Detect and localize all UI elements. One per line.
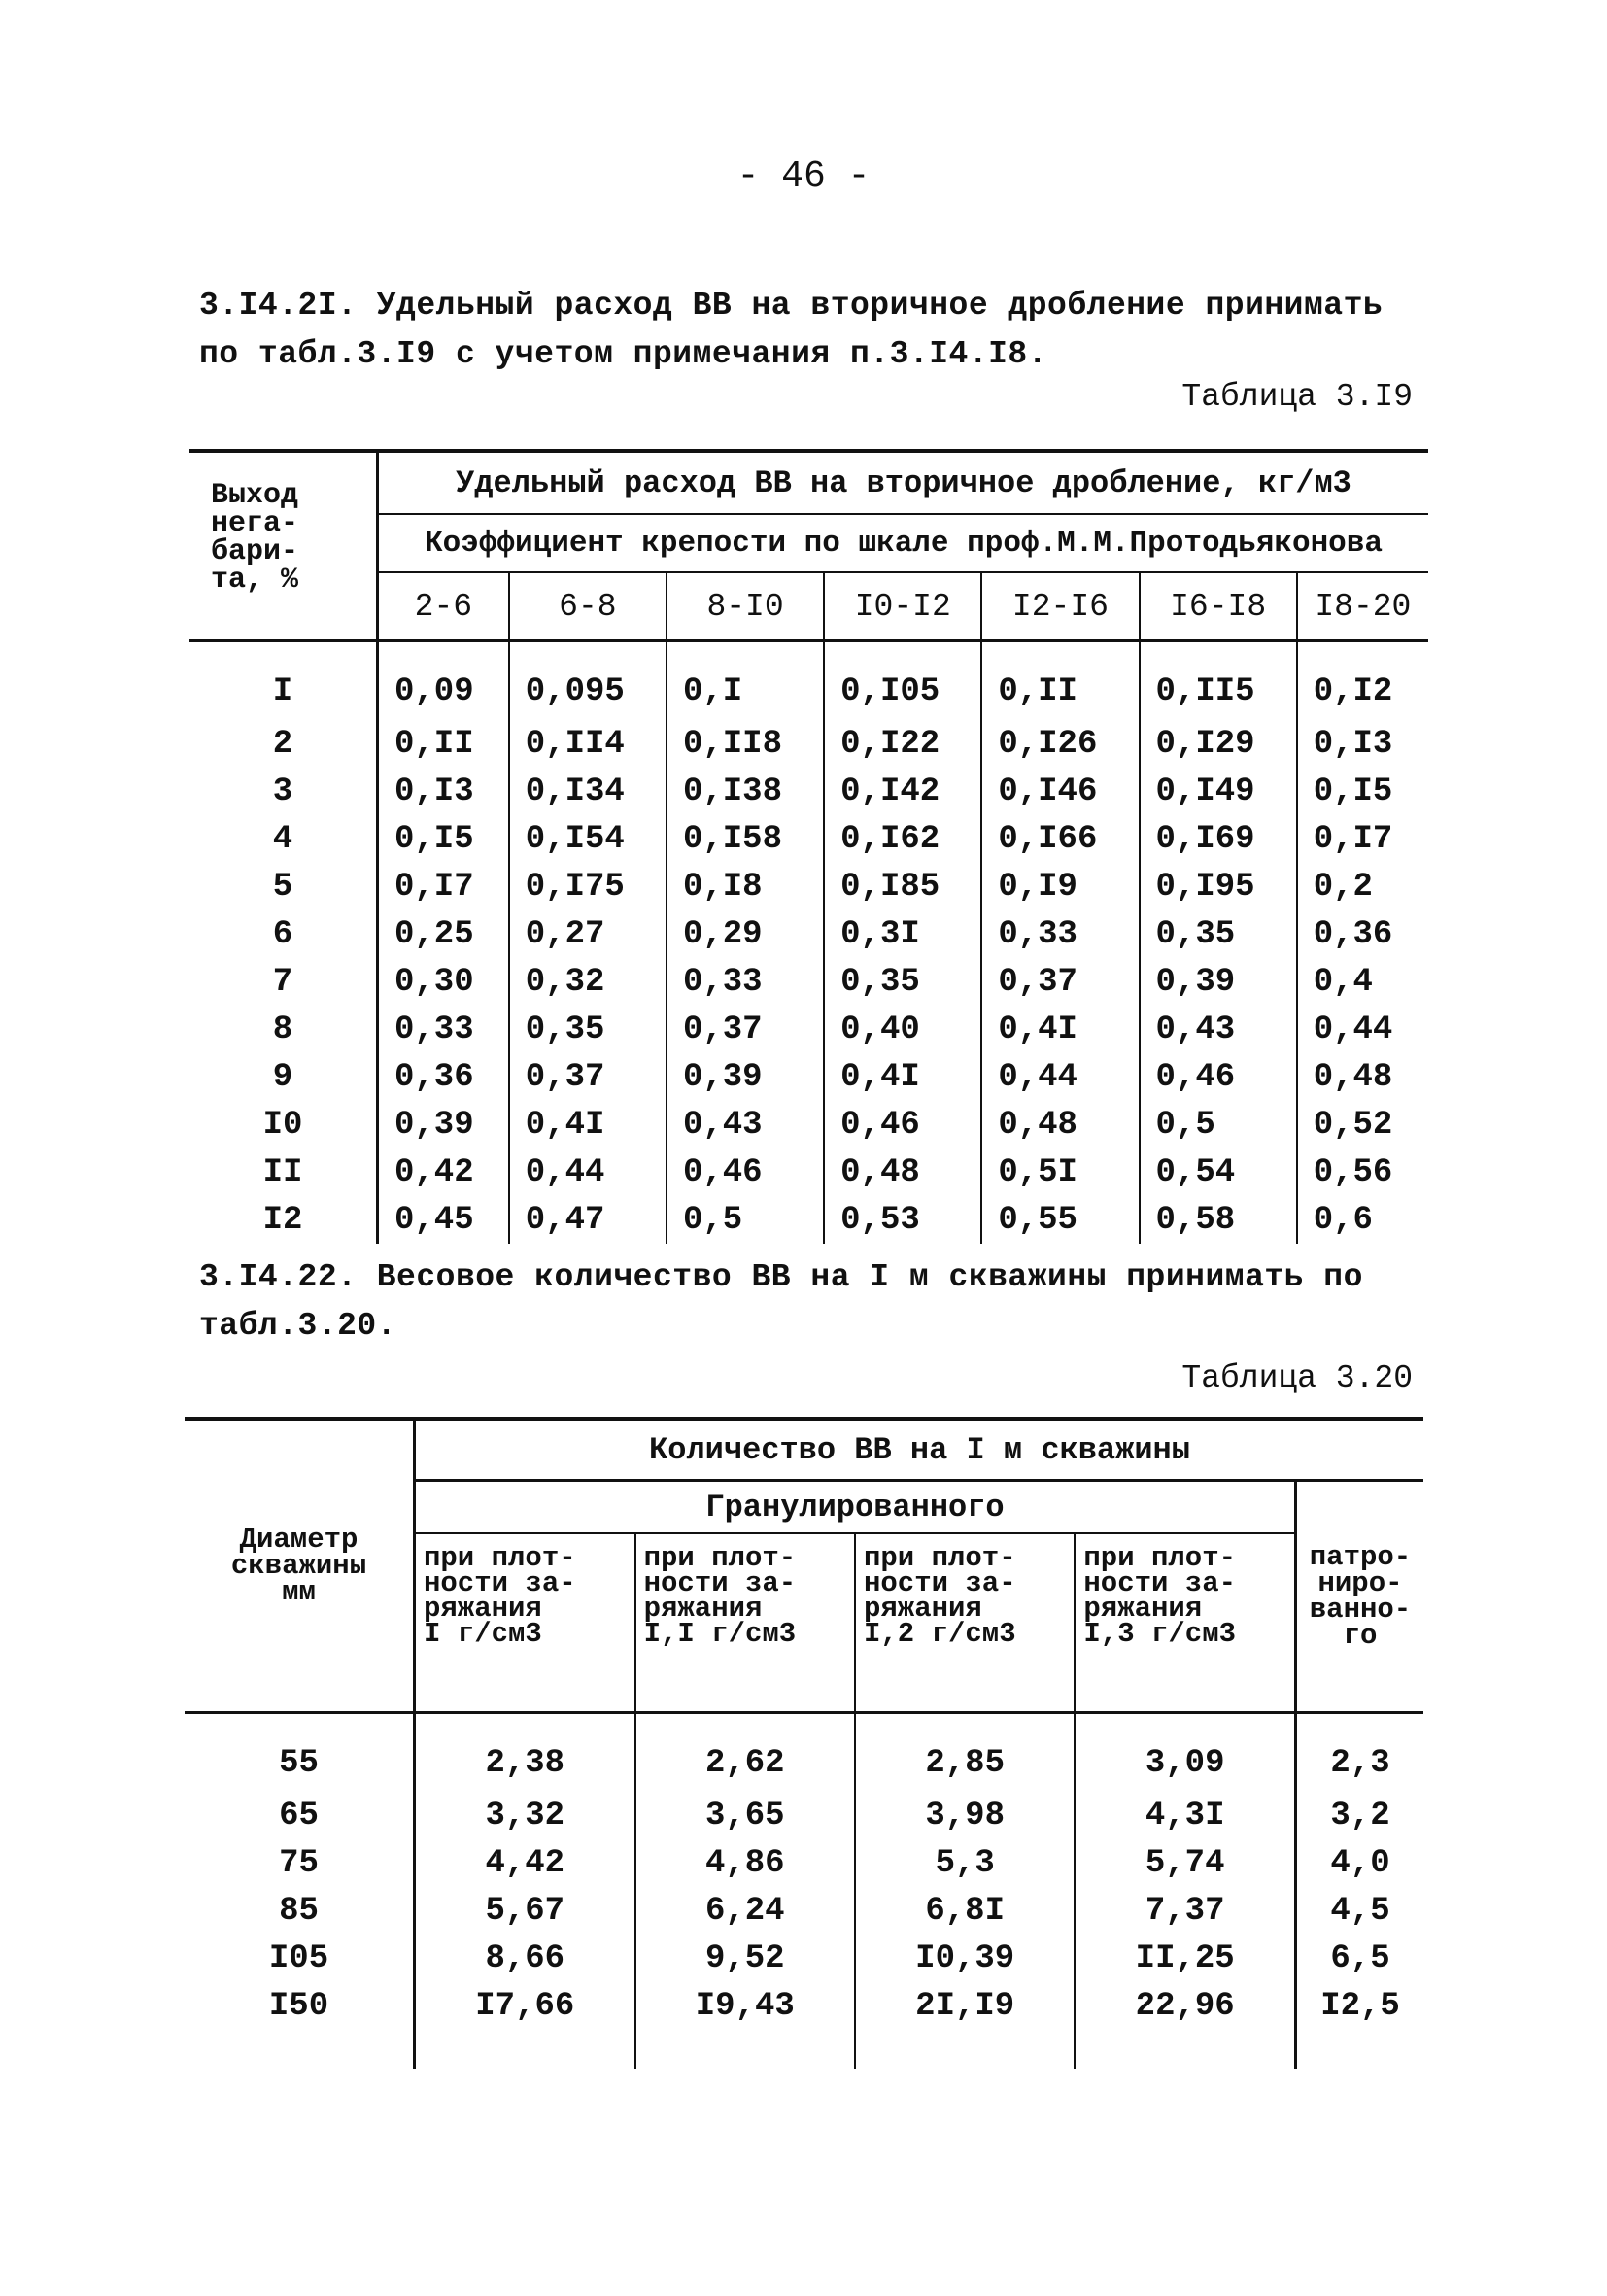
table-cell: 0,58 <box>1140 1196 1297 1244</box>
table-cell: 0,36 <box>378 1053 509 1101</box>
table-cell: 0,45 <box>378 1196 509 1244</box>
table-row-label: 9 <box>189 1053 378 1101</box>
table-cell: II,25 <box>1075 1935 1295 1982</box>
table-row <box>185 1839 1423 1887</box>
table-cell: 0,37 <box>667 1006 824 1053</box>
table-cell: 0,I7 <box>378 863 509 910</box>
table-row <box>189 815 1428 863</box>
table-cell: 22,96 <box>1075 1982 1295 2069</box>
table-cell: 0,I38 <box>667 768 824 815</box>
table-cell: 0,2 <box>1313 868 1373 906</box>
table-3-19-column-header: I8-20 <box>1297 572 1428 641</box>
table-cell: 2,3 <box>1330 1745 1390 1782</box>
table-cell: 0,4I <box>981 1006 1139 1053</box>
table-cell: 4,3I <box>1075 1792 1295 1839</box>
table-cell: 0,33 <box>981 910 1139 958</box>
table-row <box>185 1982 1423 2069</box>
table-cell: 0,46 <box>667 1148 824 1196</box>
table-row-label: 65 <box>185 1792 415 1839</box>
table-3-20-density-header: при плот- ности за- ряжания I,3 г/см3 <box>1075 1533 1295 1713</box>
table-row-label: I0 <box>189 1101 378 1148</box>
table-cell: 0,I5 <box>1313 772 1393 810</box>
table-cell: 6,5 <box>1330 1939 1390 1977</box>
table-cell: 0,55 <box>981 1196 1139 1244</box>
table-cell: 0,46 <box>824 1101 981 1148</box>
table-cell: 0,I3 <box>378 768 509 815</box>
table-3-20-granulated-header: Гранулированного <box>415 1481 1296 1534</box>
table-cell: 9,52 <box>635 1935 855 1982</box>
table-3-19-column-header: I6-I8 <box>1140 572 1297 641</box>
table-cell: 0,56 <box>1313 1153 1393 1191</box>
table-cell: 0,35 <box>824 958 981 1006</box>
table-cell: 0,5 <box>1140 1101 1297 1148</box>
table-cell: 0,48 <box>981 1101 1139 1148</box>
table-row <box>189 1148 1428 1196</box>
table-cell: 0,II8 <box>667 720 824 768</box>
table-3-19-caption: Таблица 3.I9 <box>1181 379 1413 415</box>
table-cell: 6,8I <box>855 1887 1075 1935</box>
table-row-label: 55 <box>185 1713 415 1793</box>
table-cell: 0,42 <box>378 1148 509 1196</box>
table-cell: 2I,I9 <box>855 1982 1075 2069</box>
table-cell: 3,65 <box>635 1792 855 1839</box>
table-row-label: I05 <box>185 1935 415 1982</box>
table-cell: 0,29 <box>667 910 824 958</box>
table-cell: 0,I8 <box>667 863 824 910</box>
table-3-19-column-header: I0-I2 <box>824 572 981 641</box>
table-row-label: 75 <box>185 1839 415 1887</box>
table-cell: 0,II4 <box>509 720 667 768</box>
table-cell: 0,35 <box>509 1006 667 1053</box>
table-cell: 0,4I <box>824 1053 981 1101</box>
table-row <box>189 1101 1428 1148</box>
table-3-20-caption: Таблица 3.20 <box>1181 1360 1413 1396</box>
table-cell: 0,I3 <box>1313 725 1393 763</box>
table-cell: 0,I29 <box>1140 720 1297 768</box>
table-row <box>185 1792 1423 1839</box>
table-cell: 0,48 <box>1313 1058 1393 1096</box>
table-row <box>189 863 1428 910</box>
table-cell: 0,4I <box>509 1101 667 1148</box>
table-cell: 0,44 <box>981 1053 1139 1101</box>
table-cell: 0,36 <box>1313 915 1393 953</box>
table-cell: 5,3 <box>855 1839 1075 1887</box>
table-cell: 0,09 <box>378 641 509 721</box>
table-row <box>189 720 1428 768</box>
table-cell: 0,6 <box>1313 1201 1373 1239</box>
table-row-label: 4 <box>189 815 378 863</box>
table-cell: 2,85 <box>855 1713 1075 1793</box>
table-cell: 0,44 <box>1313 1011 1393 1048</box>
table-cell: 0,II <box>378 720 509 768</box>
table-cell: 0,I7 <box>1313 820 1393 858</box>
table-3-20 <box>185 1417 1423 2069</box>
table-cell: 3,32 <box>415 1792 635 1839</box>
table-cell: 0,37 <box>509 1053 667 1101</box>
table-3-20-main-header: Количество ВВ на I м скважины <box>415 1419 1424 1481</box>
table-row-label: I <box>189 641 378 721</box>
table-cell: 0,53 <box>824 1196 981 1244</box>
table-cell: 4,5 <box>1330 1892 1390 1930</box>
table-cell: I2,5 <box>1320 1987 1400 2025</box>
table-cell: 4,42 <box>415 1839 635 1887</box>
table-cell: 0,I66 <box>981 815 1139 863</box>
table-row-label: 5 <box>189 863 378 910</box>
table-cell: 0,I69 <box>1140 815 1297 863</box>
table-cell: 0,I22 <box>824 720 981 768</box>
table-cell: 7,37 <box>1075 1887 1295 1935</box>
table-row-label: 2 <box>189 720 378 768</box>
table-cell: 0,II5 <box>1140 641 1297 721</box>
table-cell: 0,I34 <box>509 768 667 815</box>
table-cell: 0,I46 <box>981 768 1139 815</box>
table-cell: 0,48 <box>824 1148 981 1196</box>
table-cell: 8,66 <box>415 1935 635 1982</box>
table-3-19-column-header: 6-8 <box>509 572 667 641</box>
table-cell: 0,30 <box>378 958 509 1006</box>
table-cell: 0,I75 <box>509 863 667 910</box>
table-cell: 0,II <box>981 641 1139 721</box>
table-row <box>189 1006 1428 1053</box>
table-cell: 0,52 <box>1313 1106 1393 1144</box>
table-cell: 5,74 <box>1075 1839 1295 1887</box>
table-cell: 0,39 <box>667 1053 824 1101</box>
table-cell: 0,25 <box>378 910 509 958</box>
table-cell: 0,39 <box>1140 958 1297 1006</box>
table-cell: 2,62 <box>635 1713 855 1793</box>
table-cell: I0,39 <box>855 1935 1075 1982</box>
table-cell: 0,4 <box>1313 963 1373 1001</box>
table-cell: 3,09 <box>1075 1713 1295 1793</box>
table-cell: 0,I2 <box>1313 673 1393 710</box>
table-cell: 0,33 <box>378 1006 509 1053</box>
table-cell: 0,39 <box>378 1101 509 1148</box>
table-cell: 0,5 <box>667 1196 824 1244</box>
table-3-19-main-header: Удельный расход ВВ на вторичное дробление, кг/м3 <box>378 451 1429 514</box>
table-row <box>189 641 1428 721</box>
table-cell: 0,44 <box>509 1148 667 1196</box>
table-3-19 <box>189 449 1428 1244</box>
table-row <box>185 1935 1423 1982</box>
table-3-20-density-header: при плот- ности за- ряжания I,I г/см3 <box>635 1533 855 1713</box>
table-3-20-density-header: при плот- ности за- ряжания I,2 г/см3 <box>855 1533 1075 1713</box>
table-row <box>189 910 1428 958</box>
table-cell: 5,67 <box>415 1887 635 1935</box>
table-cell: 0,I9 <box>981 863 1139 910</box>
table-row <box>185 1713 1423 1793</box>
table-row <box>189 768 1428 815</box>
table-cell: 0,5I <box>981 1148 1139 1196</box>
table-cell: 0,43 <box>1140 1006 1297 1053</box>
page-number: - 46 - <box>736 155 871 197</box>
table-cell: 0,47 <box>509 1196 667 1244</box>
table-row <box>185 1887 1423 1935</box>
table-row-label: 7 <box>189 958 378 1006</box>
table-cell: 0,54 <box>1140 1148 1297 1196</box>
table-cell: 0,43 <box>667 1101 824 1148</box>
table-cell: 0,33 <box>667 958 824 1006</box>
table-cell: 0,I <box>667 641 824 721</box>
table-row-label: 6 <box>189 910 378 958</box>
table-row-label: II <box>189 1148 378 1196</box>
table-cell: 4,86 <box>635 1839 855 1887</box>
table-cell: 3,2 <box>1330 1797 1390 1834</box>
table-cell: 0,27 <box>509 910 667 958</box>
table-3-19-sub-header: Коэффициент крепости по шкале проф.М.М.Протодьяконова <box>378 514 1429 572</box>
table-row-label: 3 <box>189 768 378 815</box>
table-row <box>189 958 1428 1006</box>
table-cell: 0,I5 <box>378 815 509 863</box>
table-row-label: I50 <box>185 1982 415 2069</box>
table-3-19-column-header: 2-6 <box>378 572 509 641</box>
table-cell: 0,37 <box>981 958 1139 1006</box>
table-cell: 0,I54 <box>509 815 667 863</box>
table-cell: 0,I62 <box>824 815 981 863</box>
table-cell: I7,66 <box>415 1982 635 2069</box>
table-cell: 0,I49 <box>1140 768 1297 815</box>
section-3-14-21-text: 3.I4.2I. Удельный расход ВВ на вторичное дробление принимать по табл.3.I9 с учетом примечания п.3.I4.I8. <box>199 288 1384 372</box>
table-cell: 0,I95 <box>1140 863 1297 910</box>
table-cell: 0,35 <box>1140 910 1297 958</box>
table-3-20-density-header: при плот- ности за- ряжания I г/см3 <box>415 1533 635 1713</box>
table-3-19-column-header: I2-I6 <box>981 572 1139 641</box>
table-row-label: I2 <box>189 1196 378 1244</box>
table-cell: 6,24 <box>635 1887 855 1935</box>
table-row <box>189 1196 1428 1244</box>
table-cell: 0,I26 <box>981 720 1139 768</box>
table-cell: 2,38 <box>415 1713 635 1793</box>
table-row <box>189 1053 1428 1101</box>
section-3-14-22-text: 3.I4.22. Весовое количество ВВ на I м скважины принимать по табл.3.20. <box>199 1259 1363 1344</box>
table-cell: 0,095 <box>509 641 667 721</box>
table-cell: 4,0 <box>1330 1844 1390 1882</box>
table-cell: 0,3I <box>824 910 981 958</box>
table-3-19-row-header: Выход нега- бари- та, % <box>189 451 378 641</box>
table-cell: 0,I05 <box>824 641 981 721</box>
table-cell: 3,98 <box>855 1792 1075 1839</box>
table-cell: 0,I85 <box>824 863 981 910</box>
table-cell: 0,40 <box>824 1006 981 1053</box>
table-cell: 0,I58 <box>667 815 824 863</box>
table-cell: I9,43 <box>635 1982 855 2069</box>
table-cell: 0,46 <box>1140 1053 1297 1101</box>
table-3-20-cartridge-header: патро- ниро- ванно- го <box>1296 1481 1424 1713</box>
table-row-label: 8 <box>189 1006 378 1053</box>
table-cell: 0,32 <box>509 958 667 1006</box>
table-row-label: 85 <box>185 1887 415 1935</box>
table-3-20-row-header: Диаметр скважины мм <box>185 1419 415 1713</box>
table-3-19-column-header: 8-I0 <box>667 572 824 641</box>
table-cell: 0,I42 <box>824 768 981 815</box>
